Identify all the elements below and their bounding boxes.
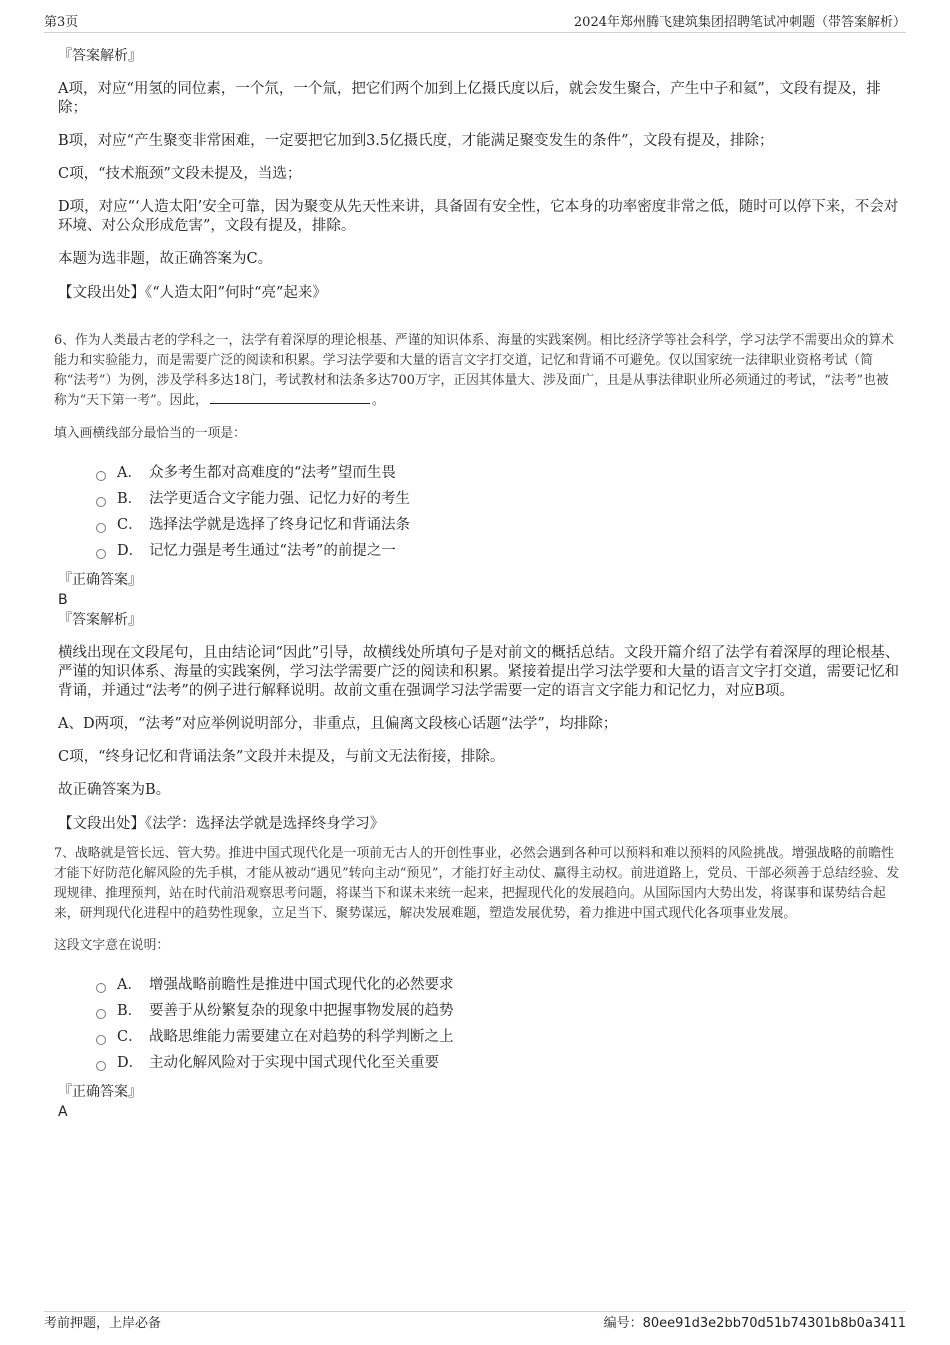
q6-answer-block bbox=[54, 570, 900, 630]
q6-analysis-main: 横线出现在文段尾句，且由结论词“因此”引导，故横线处所填句子是对前文的概括总结。文段开篇介绍了法学有着深厚的理论根基、严谨的知识体系、海量的实践案例，学习法学需要广泛的阅读和积累。紧接着提出学习法学要和大量的语言文字打交道，需要记忆和背诵，并通过“法考”的例子进行解释说明。故前文重在强调学习法学需要一定的语言文字能力和记忆力，对应B项。 bbox=[58, 645, 900, 699]
radio-icon[interactable] bbox=[96, 549, 106, 559]
q6-prompt: 填入画横线部分最恰当的一项是： bbox=[54, 426, 246, 441]
option-letter: C． bbox=[117, 517, 143, 533]
option-text: 增强战略前瞻性是推进中国式现代化的必然要求 bbox=[149, 977, 454, 993]
q5-analysis-label: 『答案解析』 bbox=[58, 48, 142, 64]
q7-option-c[interactable] bbox=[96, 1024, 900, 1050]
q5-analysis-b: B项，对应“产生聚变非常困难，一定要把它加到3.5亿摄氏度，才能满足聚变发生的条件”，文段有提及，排除； bbox=[58, 133, 774, 149]
q7-prompt: 这段文字意在说明： bbox=[54, 938, 170, 953]
page-number: 第3页 bbox=[44, 15, 79, 30]
q6-question-text: 6、作为人类最古老的学科之一，法学有着深厚的理论根基、严谨的知识体系、海量的实践案例。相比经济学等社会科学，学习法学不需要出众的算术能力和实验能力，而是需要广泛的阅读和积累。学习法学要和大量的语言文字打交道，记忆和背诵不可避免。仅以国家统一法律职业资格考试（简称“法考”）为例，涉及学科多达18门，考试教材和法条多达700万字，正因其体量大、涉及面广，且是从事法律职业所必须通过的考试，“法考”也被称为“天下第一考”。因此， bbox=[54, 333, 894, 408]
q6-option-c[interactable] bbox=[96, 512, 900, 538]
q5-source: 【文段出处】《“人造太阳”何时“亮”起来》 bbox=[58, 285, 327, 301]
q7-answer-label: 『正确答案』 bbox=[58, 1084, 142, 1100]
option-text: 记忆力强是考生通过“法考”的前提之一 bbox=[149, 543, 396, 559]
footer-code-label: 编号： bbox=[603, 1316, 643, 1331]
page-header bbox=[44, 12, 906, 33]
q5-analysis-c: C项，“技术瓶颈”文段未提及，当选； bbox=[58, 166, 302, 182]
option-text: 选择法学就是选择了终身记忆和背诵法条 bbox=[149, 517, 410, 533]
q7-answer-block bbox=[54, 1082, 900, 1122]
q6-option-d[interactable] bbox=[96, 538, 900, 564]
option-text: 众多考生都对高难度的“法考”望而生畏 bbox=[149, 465, 396, 481]
q6-analysis-c: C项，“终身记忆和背诵法条”文段并未提及，与前文无法衔接，排除。 bbox=[58, 749, 505, 765]
option-letter: D． bbox=[117, 1055, 144, 1071]
option-letter: B． bbox=[117, 491, 143, 507]
option-letter: B． bbox=[117, 1003, 143, 1019]
q7-option-d[interactable] bbox=[96, 1050, 900, 1076]
document-title: 2024年郑州腾飞建筑集团招聘笔试冲刺题（带答案解析） bbox=[573, 15, 906, 30]
q6-question-end: 。 bbox=[371, 393, 385, 408]
option-letter: A． bbox=[117, 465, 142, 481]
q5-analysis bbox=[54, 80, 900, 269]
q6-option-a[interactable] bbox=[96, 460, 900, 486]
q6-question bbox=[54, 331, 900, 411]
radio-icon[interactable] bbox=[96, 497, 106, 507]
q5-analysis-a: A项，对应“用氢的同位素，一个氘，一个氚，把它们两个加到上亿摄氏度以后，就会发生聚合，产生中子和氦”，文段有提及，排除； bbox=[58, 81, 881, 116]
option-text: 战略思维能力需要建立在对趋势的科学判断之上 bbox=[149, 1029, 454, 1045]
radio-icon[interactable] bbox=[96, 1035, 106, 1045]
radio-icon[interactable] bbox=[96, 1009, 106, 1019]
q7-options bbox=[54, 972, 900, 1076]
radio-icon[interactable] bbox=[96, 471, 106, 481]
page-footer bbox=[44, 1311, 906, 1331]
radio-icon[interactable] bbox=[96, 983, 106, 993]
option-letter: C． bbox=[117, 1029, 143, 1045]
footer-code bbox=[604, 1315, 906, 1333]
q7-option-a[interactable] bbox=[96, 972, 900, 998]
q5-analysis-conclusion: 本题为选非题，故正确答案为C。 bbox=[58, 251, 273, 267]
q6-options bbox=[54, 460, 900, 564]
q7-option-b[interactable] bbox=[96, 998, 900, 1024]
radio-icon[interactable] bbox=[96, 1061, 106, 1071]
q6-analysis-ad: A、D两项，“法考”对应举例说明部分，非重点，且偏离文段核心话题“法学”，均排除； bbox=[58, 716, 618, 732]
option-letter: A． bbox=[117, 977, 142, 993]
q6-source: 【文段出处】《法学：选择法学就是选择终身学习》 bbox=[58, 816, 385, 832]
page-content bbox=[54, 46, 900, 1122]
radio-icon[interactable] bbox=[96, 523, 106, 533]
q6-option-b[interactable] bbox=[96, 486, 900, 512]
q6-answer-label: 『正确答案』 bbox=[58, 572, 142, 588]
option-letter: D． bbox=[117, 543, 144, 559]
q6-answer: B bbox=[58, 592, 68, 608]
q7-question: 7、战略就是管长远、管大势。推进中国式现代化是一项前无古人的开创性事业，必然会遇到各种可以预料和难以预料的风险挑战。增强战略的前瞻性才能下好防范化解风险的先手棋，才能从被动“遇见”转向主动“预见”，才能打好主动仗、赢得主动权。前进道路上，党员、干部必须善于总结经验、发现规律、推理预判，站在时代前沿观察思考问题，将谋当下和谋未来统一起来，把握现代化的发展趋向。从国际国内大势出发，将谋事和谋势结合起来，研判现代化进程中的趋势性现象，立足当下、聚势谋远，解决发展难题，塑造发展优势，着力推进中国式现代化各项事业发展。 bbox=[54, 846, 900, 921]
option-text: 要善于从纷繁复杂的现象中把握事物发展的趋势 bbox=[149, 1003, 454, 1019]
q6-analysis-label: 『答案解析』 bbox=[58, 612, 142, 628]
option-text: 主动化解风险对于实现中国式现代化至关重要 bbox=[149, 1055, 439, 1071]
q6-analysis bbox=[54, 644, 900, 800]
footer-code-value: 80ee91d3e2bb70d51b74301b8b0a3411 bbox=[642, 1316, 906, 1331]
option-text: 法学更适合文字能力强、记忆力好的考生 bbox=[149, 491, 410, 507]
q5-analysis-d: D项，对应“‘人造太阳’安全可靠，因为聚变从先天性来讲，具备固有安全性，它本身的功率密度非常之低，随时可以停下来，不会对环境、对公众形成危害”，文段有提及，排除。 bbox=[58, 199, 899, 234]
q7-answer: A bbox=[58, 1104, 68, 1120]
footer-slogan: 考前押题，上岸必备 bbox=[44, 1316, 162, 1331]
q6-blank bbox=[210, 391, 370, 404]
q6-analysis-conclusion: 故正确答案为B。 bbox=[58, 782, 171, 798]
